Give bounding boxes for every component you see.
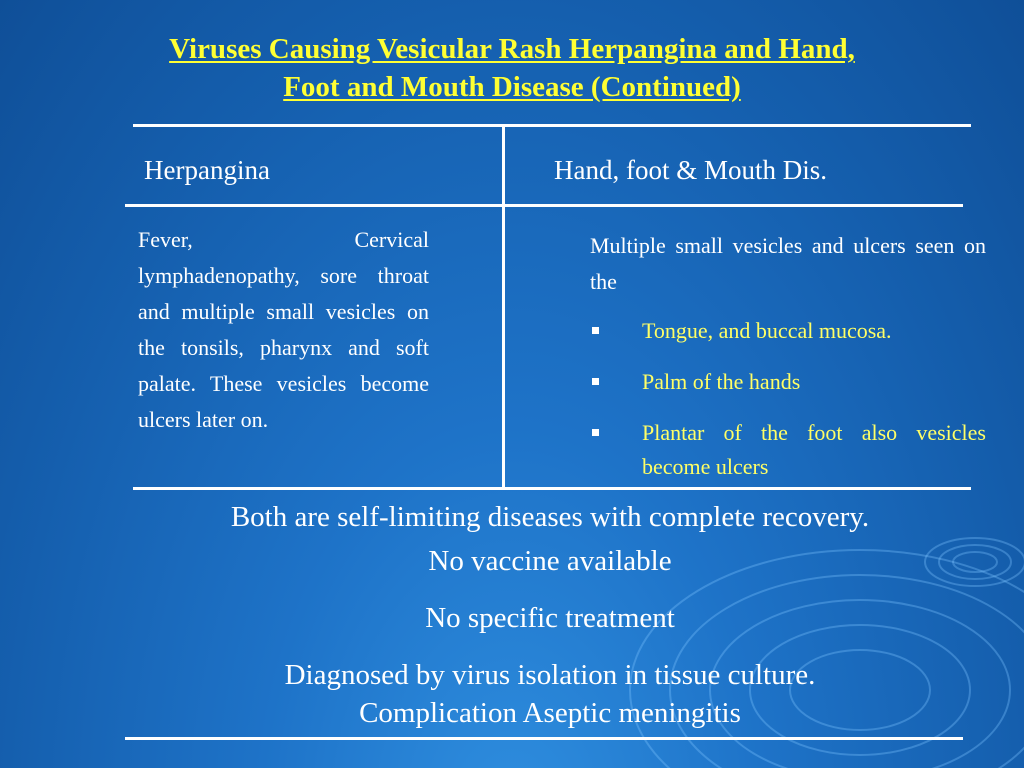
title-line-2: Foot and Mouth Disease (Continued): [283, 71, 741, 103]
bullet-text: Plantar of the foot also vesicles become ulcers: [642, 420, 986, 479]
hfmd-bullet-list: [590, 314, 986, 501]
bottom-rule: [125, 737, 963, 740]
slide-title: [60, 30, 964, 106]
square-bullet-icon: [592, 378, 599, 385]
square-bullet-icon: [592, 327, 599, 334]
note-no-treatment: No specific treatment: [425, 602, 675, 634]
note-self-limiting: Both are self-limiting diseases with complete recovery.: [230, 501, 870, 533]
table-top-rule: [133, 124, 971, 127]
title-line-1: Viruses Causing Vesicular Rash Herpangina and Hand,: [169, 33, 855, 65]
bullet-text: Tongue, and buccal mucosa.: [642, 318, 892, 343]
header-hand-foot-mouth: Hand, foot & Mouth Dis.: [554, 155, 827, 185]
table-header-rule: [125, 204, 963, 207]
table-column-divider: [502, 124, 505, 490]
note-complication: Complication Aseptic meningitis: [359, 697, 741, 729]
square-bullet-icon: [592, 429, 599, 436]
herpangina-description: Fever, Cervical lymphadenopathy, sore throat and multiple small vesicles on the tonsils, pharynx and soft palate. These vesicles become ulcers later on.: [138, 227, 429, 432]
note-diagnosis: Diagnosed by virus isolation in tissue culture.: [284, 659, 816, 691]
list-item: [590, 365, 986, 399]
bullet-text: Palm of the hands: [642, 369, 801, 394]
note-no-vaccine: No vaccine available: [428, 545, 672, 577]
hfmd-intro: Multiple small vesicles and ulcers seen on the: [590, 233, 986, 294]
list-item: [590, 416, 986, 484]
header-herpangina: Herpangina: [144, 155, 270, 185]
list-item: [590, 314, 986, 348]
